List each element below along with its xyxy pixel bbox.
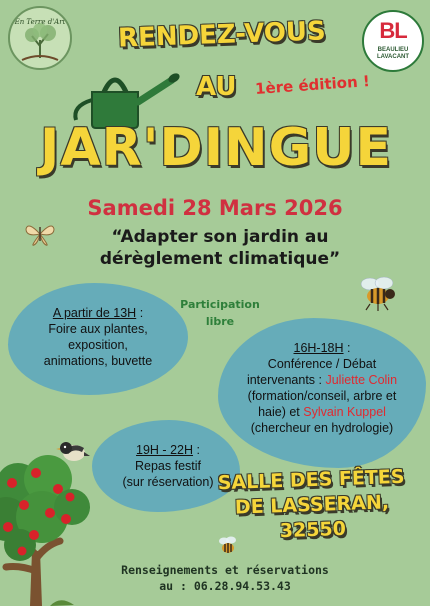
edition-label: 1ère édition ! [254,72,371,98]
block2-line5: (chercheur en hydrologie) [250,421,394,435]
title-rendez-vous: RENDEZ-VOUS [117,16,327,54]
contact-info [60,562,390,594]
participation-libre [175,296,265,330]
tree-logo-icon [10,8,70,68]
block2-time: 16H-18H [293,341,344,355]
block3-time: 19H - 22H [136,443,194,457]
beaulieu-lavacant-logo [362,10,424,72]
contact-line1: Renseignements et réservations [121,563,329,577]
event-date: Samedi 28 Mars 2026 [87,196,343,220]
block3-line2: (sur réservation) [122,475,214,489]
event-theme [40,226,400,270]
schedule-block-13h [18,305,178,369]
logo-bl-letters: BL [379,18,407,43]
title-jardingue: JAR'DINGUE [39,118,392,178]
logo-left-text: En Terre d'Art [14,18,66,26]
block2-line3: (formation/conseil, arbre et [247,389,397,403]
block2-line1: Conférence / Débat [267,357,377,371]
block2-line2-prefix: intervenants : [246,373,326,387]
venue-line1: SALLE DES FÊTES [217,465,405,495]
en-terre-d-art-logo [8,6,72,70]
theme-line2: dérèglement climatique” [99,249,341,269]
schedule-block-16h [222,340,422,436]
block1-line2: exposition, [68,338,128,352]
participation-line1: Participation [180,298,260,311]
block2-suffix: : [343,341,351,355]
bee-icon [356,274,400,312]
small-bee-icon [216,535,240,557]
block3-line1: Repas festif [134,459,201,473]
block1-time: A partir de 13H [52,306,137,320]
speaker-sylvain-kuppel: Sylvain Kuppel [303,405,386,419]
logo-bl-line1: BEAULIEU [377,47,409,53]
block3-suffix: : [193,443,200,457]
block1-suffix: : [136,306,144,320]
block1-line3: animations, buvette [43,354,153,368]
title-au: AU [196,72,237,102]
speaker-juliette-colin: Juliette Colin [325,373,398,387]
contact-phone[interactable]: au : 06.28.94.53.43 [159,579,291,593]
butterfly-icon [24,219,56,249]
venue-line2: DE LASSERAN, 32550 [234,491,390,543]
block2-line4-prefix: haie) et [258,405,304,419]
block1-line1: Foire aux plantes, [48,322,148,336]
logo-bl-line2: LAVACANT [376,54,410,60]
theme-line1: “Adapter son jardin au [111,227,329,247]
participation-line2: libre [205,315,235,328]
